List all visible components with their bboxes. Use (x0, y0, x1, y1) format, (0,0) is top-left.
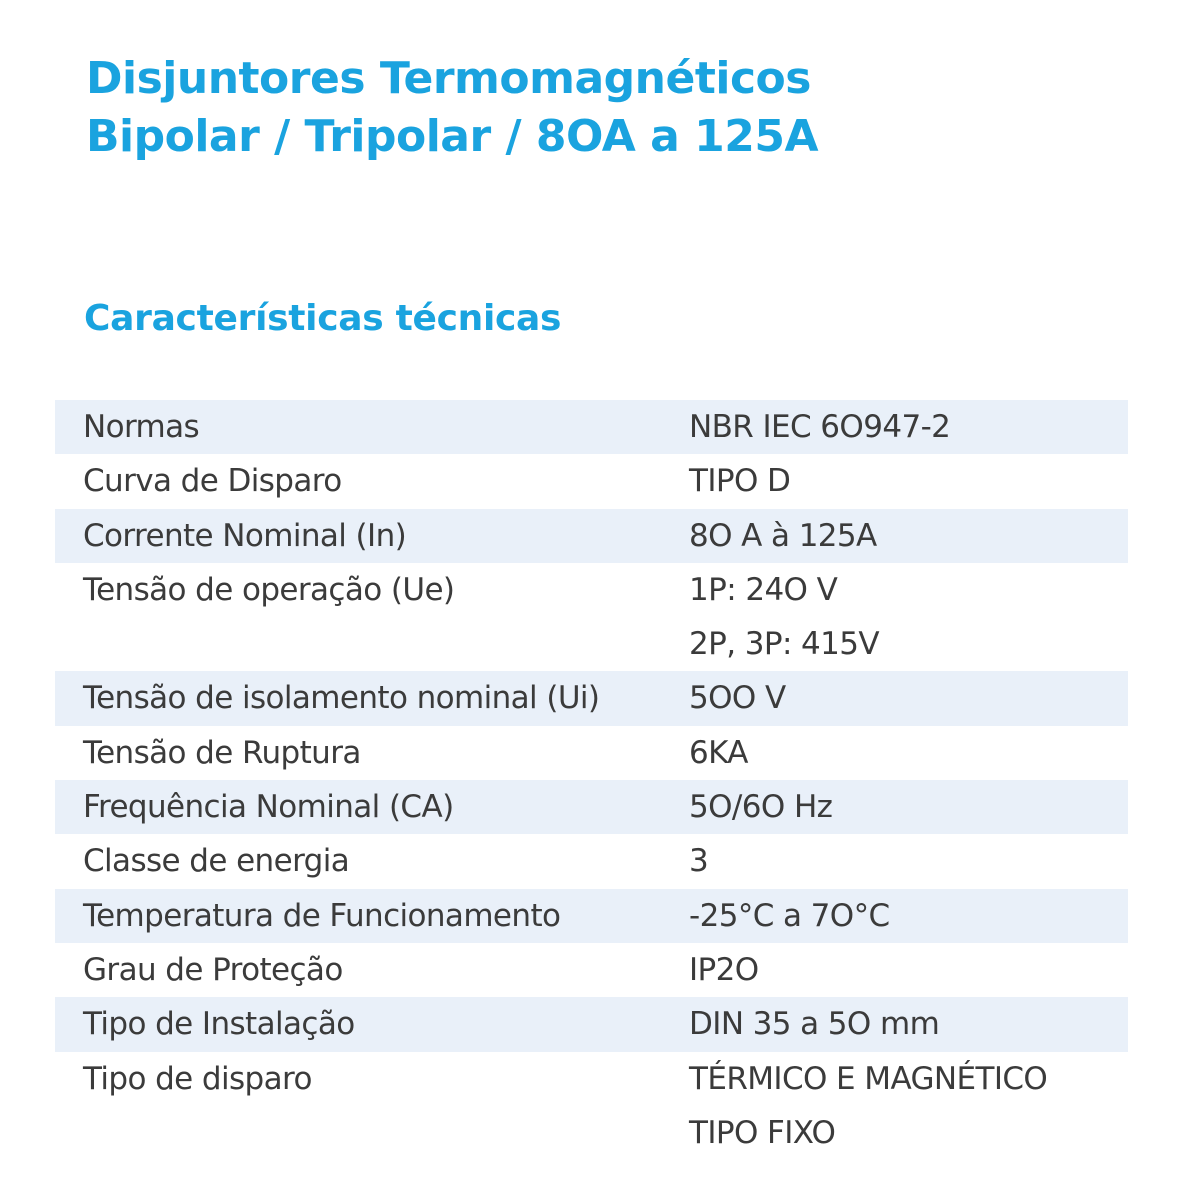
spec-label: Normas (83, 409, 200, 445)
spec-value-line: 1P: 24O V (689, 571, 838, 608)
spec-label: Tensão de Ruptura (83, 734, 361, 771)
spec-row-temperatura (55, 889, 1128, 943)
spec-value (661, 889, 1128, 943)
spec-value-line: 6KA (689, 734, 748, 771)
page-title-line-2: Bipolar / Tripolar / 8OA a 125A (86, 111, 819, 162)
spec-label: Curva de Disparo (83, 463, 342, 500)
spec-row-tensao-de-isolamento (55, 671, 1128, 725)
spec-label: Grau de Proteção (83, 951, 343, 988)
spec-label: Tipo de disparo (83, 1060, 312, 1097)
spec-row-tipo-de-instalacao (55, 997, 1128, 1051)
spec-value (661, 997, 1128, 1051)
spec-row-grau-de-protecao (55, 943, 1128, 997)
spec-value-line: 5OO V (689, 680, 786, 717)
spec-value (661, 780, 1128, 834)
spec-value (661, 834, 1128, 888)
spec-value (661, 563, 1128, 672)
spec-value (661, 454, 1128, 508)
spec-row-tensao-de-ruptura (55, 726, 1128, 780)
spec-label: Classe de energia (83, 843, 350, 880)
spec-label: Frequência Nominal (CA) (83, 789, 454, 826)
spec-value (661, 1052, 1128, 1161)
section-title: Características técnicas (84, 298, 562, 339)
spec-label: Corrente Nominal (In) (83, 517, 407, 554)
spec-row-corrente-nominal (55, 509, 1128, 563)
spec-label: Tensão de operação (Ue) (83, 571, 455, 608)
spec-value (661, 400, 1128, 454)
spec-value-line: TÉRMICO E MAGNÉTICO (689, 1060, 1048, 1097)
spec-value (661, 943, 1128, 997)
spec-label: Tipo de Instalação (83, 1006, 355, 1043)
spec-value-line: IP2O (689, 951, 759, 988)
spec-value-line: 8O A à 125A (689, 517, 877, 554)
page-title (86, 50, 818, 166)
spec-value-line: 2P, 3P: 415V (689, 626, 880, 663)
spec-value (661, 726, 1128, 780)
spec-value (661, 509, 1128, 563)
spec-row-normas (55, 400, 1128, 454)
spec-value-line: 3 (689, 843, 709, 880)
spec-row-classe-de-energia (55, 834, 1128, 888)
spec-row-tipo-de-disparo (55, 1052, 1128, 1161)
spec-value-line: TIPO FIXO (689, 1114, 836, 1151)
spec-value-line: NBR IEC 6O947-2 (689, 409, 951, 445)
spec-label: Temperatura de Funcionamento (83, 897, 561, 934)
page-title-line-1: Disjuntores Termomagnéticos (86, 53, 811, 104)
spec-value-line: TIPO D (689, 463, 791, 500)
spec-value (661, 671, 1128, 725)
spec-row-curva-de-disparo (55, 454, 1128, 508)
spec-value-line: DIN 35 a 5O mm (689, 1006, 940, 1043)
spec-row-frequencia-nominal (55, 780, 1128, 834)
spec-label: Tensão de isolamento nominal (Ui) (83, 680, 600, 717)
spec-table (55, 400, 1128, 1160)
spec-row-tensao-de-operacao (55, 563, 1128, 672)
spec-value-line: -25°C a 7O°C (689, 897, 890, 934)
spec-value-line: 5O/6O Hz (689, 789, 833, 826)
